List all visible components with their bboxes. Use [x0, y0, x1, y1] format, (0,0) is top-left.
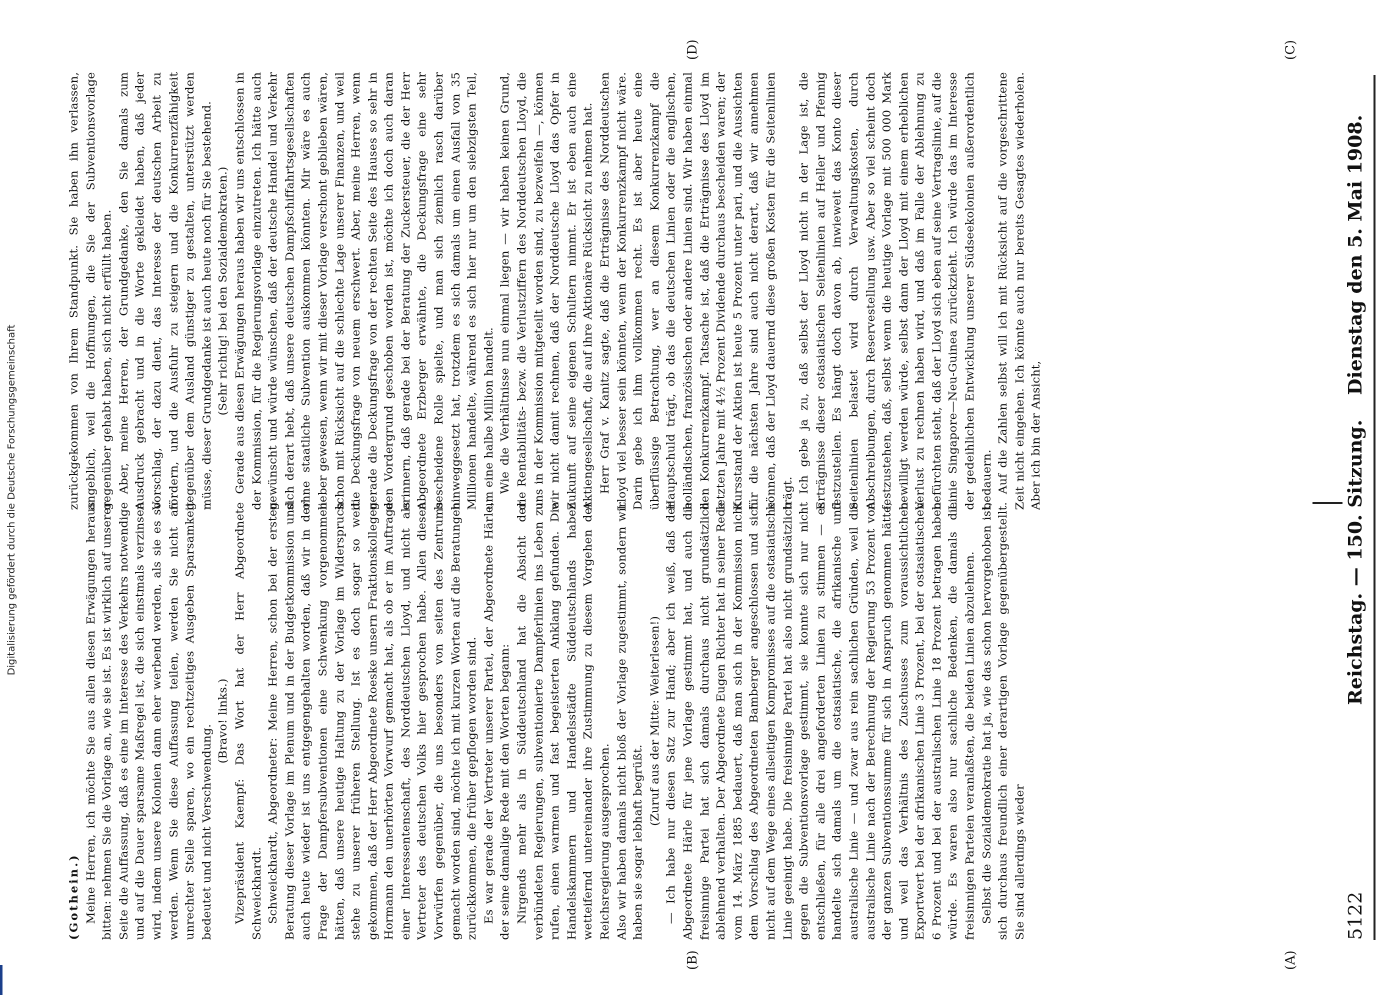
- page-number: 5122: [1344, 891, 1366, 940]
- margin-letter-c: (C): [1283, 39, 1298, 60]
- paragraph: Selbst die Sozialdemokratie hat ja, wie das schon hervorgehoben ist, sich durchaus freundlich einer derartigen Vorlage gegenübergestellt. Sie sind allerdings wieder: [978, 502, 1026, 940]
- interjection: (Zuruf aus der Mitte: Weiterlesen!): [646, 615, 661, 827]
- paragraph: — Ich habe nur diesen Satz zur Hand; aber ich weiß, daß der Abgeordnete Härle für jene Vorlage gestimmt hat, und auch die freisinnige Partei hat sich damals durchaus nicht grundsätzlich ablehnend verhalten. Der Abgeordnete Eugen Richter hat in seiner Rede vom 14. März 1885 bedauert, daß man sich in der Kommission nicht dem Vorschlag des Abgeordneten Bamberger angeschlossen und sich nicht auf dem Wege eines allseitigen Kompromisses auf die ostasiatische Linie geeinigt habe. Die freisinnige Partei hat also nicht grundsätzlich gegen die Subventionsvorlage gestimmt, sie konnte sich nur nicht entschließen, für alle drei angeforderten Linien zu stimmen — es handelte sich damals um die ostasiatische, die afrikanische und australische Linie — und zwar aus rein sachlichen Gründen, weil die australische Linie nach der Berechnung der Regierung 53 Prozent von der ganzen Subventionssumme für sich in Anspruch genommen hätte, und weil das Verhältnis des Zuschusses zum voraussichtlichen Exportwert bei der afrikanischen Linie 3 Prozent, bei der ostasiatischen 6 Prozent und bei der australischen Linie 18 Prozent betragen haben würde. Es waren also nur sachliche Bedenken, die damals die freisinnigen Parteien veranlaßten, die beiden Linien abzulehnen.: [663, 502, 977, 940]
- speaker-label: (Gothein.): [66, 853, 80, 940]
- paragraph: Auf die Zahlen selbst will ich mit Rücksicht auf die vorgeschrittene Zeit nicht eingehen. Ich könnte auch nur bereits Gesagtes wiederholen. Aber ich bin der Ansicht,: [995, 72, 1043, 510]
- paragraph: Vizepräsident Kaempf: Das Wort hat der Herr Abgeordnete Schweickhardt.: [231, 502, 263, 940]
- page-header: [1337, 75, 1375, 940]
- margin-letter-b: (B): [685, 950, 700, 970]
- credit-text: Digitalisierung gefördert durch die Deutsche Forschungsgemeinschaft: [6, 324, 17, 676]
- paragraph: Meine Herren, ich möchte Sie aus allen diesen Erwägungen heraus bitten: nehmen Sie die Vorlage an, wie sie ist. Es ist wirklich auf unserer Seite die Auffassung, daß es eine im Interesse des Verkehrs notwendige und auf die Dauer sparsame Maßregel ist, die sich einstmals verzinsen wird, indem unsere Kolonien dann eher werbend werden, als sie es so werden. Wenn Sie diese Auffassung teilen, werden Sie nicht an unrechter Stelle sparen, wo ein rechtzeitiges Ausgeben Sparsamkeit bedeutet und nicht Verschwendung.: [82, 502, 213, 940]
- quotation: Nirgends mehr als in Süddeutschland hat die Absicht der verbündeten Regierungen, subventionierte Dampferlinien ins Leben zu rufen, einen warmen und fast begeisterten Anklang gefunden. Die Handelskammern und Handelsstädte Süddeutschlands haben wetteifernd untereinander ihre Zustimmung zu diesem Vorgehen der Reichsregierung ausgesprochen.: [514, 502, 611, 940]
- paragraph: Schweickhardt, Abgeordneter: Meine Herren, schon bei der ersten Beratung dieser Vorlage im Plenum und in der Budgetkommission und auch heute wieder ist uns entgegengehalten worden, daß wir in der Frage der Dampfersubventionen eine Schwenkung vorgenommen hätten, daß unsere heutige Haltung zu der Vorlage im Widerspruch stehe zu unserer früheren Stellung. Ist es doch sogar so weit gekommen, daß der Herr Abgeordnete Roeske unsern Fraktionskollegen Hormann den unerhörten Vorwurf gemacht hat, als ob er im Auftrage einer Interessentenschaft, des Norddeutschen Lloyd, und nicht als Vertreter des deutschen Volks hier gesprochen habe. Allen diesen Vorwürfen gegenüber, die uns besonders von seiten des Zentrums gemacht worden sind, möchte ich mit kurzen Worten auf die Beratungen zurückkommen, die früher gepflogen worden sind.: [265, 502, 479, 940]
- digitization-credit: [6, 0, 17, 1000]
- paragraph: Gerade aus diesen Erwägungen heraus haben wir uns entschlossen in der Kommission, für die Regierungsvorlage einzutreten. Ich hätte auch gewünscht und würde wünschen, daß der deutsche Handel und Verkehr sich derart hebt, daß unsere deutschen Dampfschiffahrtsgesellschaften ohne staatliche Subvention auskommen könnten. Mir wäre es auch lieber gewesen, wenn wir mit dieser Vorlage verschont geblieben wären, schon mit Rücksicht auf die schlechte Lage unserer Finanzen, und weil die Deckungsfrage von neuem erschwert. Aber, meine Herren, wenn gerade die Deckungsfrage von der rechten Seite des Hauses so sehr in den Vordergrund geschoben worden ist, möchte ich doch auch daran erinnern, daß gerade bei der Beratung der Zuckersteuer, die der Herr Abgeordnete Erzberger erwähnte, die Deckungsfrage eine sehr bescheidene Rolle spielte, und man sich ziemlich rasch darüber hinweggesetzt hat, trotzdem es sich damals um einen Ausfall von 35 Millionen handelte, während es sich hier nur um den siebzigsten Teil, um eine halbe Million handelt.: [231, 72, 495, 510]
- paragraph: zurückgekommen von Ihrem Standpunkt. Sie haben ihn verlassen, angeblich, weil die Hoffnungen, die Sie der Subventionsvorlage gegenüber gehabt haben, sich nicht erfüllt haben.: [66, 72, 114, 510]
- paragraph: Es war gerade der Vertreter unserer Partei, der Abgeordnete Härle, der seine damalige Rede mit den Worten begann:: [480, 502, 512, 940]
- interjection: (Sehr richtig! bei den Sozialdemokraten.): [215, 166, 230, 416]
- paragraph: Herr Graf v. Kanitz sagte, daß die Erträgnisse des Norddeutschen Lloyd viel besser sein könnten, wenn der Konkurrenzkampf nicht wäre. Darin gebe ich ihm vollkommen recht. Es ist aber heute eine überflüssige Betrachtung, wer an diesem Konkurrenzkampf die Hauptschuld trägt, ob das die deutschen Linien oder die englischen, holländischen, französischen oder andere Linien sind. Wir haben einmal den Konkurrenzkampf. Tatsache ist, daß die Erträgnisse des Lloyd im letzten Jahre mit 4½ Prozent Dividende durchaus bescheiden waren; der Kursstand der Aktien ist heute 5 Prozent unter pari, und die Aussichten für die nächsten Jahre sind auch nicht derart, daß wir annehmen können, daß der Lloyd dauernd diese großen Kosten für die Seitenlinien trägt.: [597, 72, 794, 510]
- header-title: Reichstag. — 150. Sitzung.: [1344, 419, 1366, 705]
- margin-letter-d: (D): [685, 39, 700, 60]
- paragraph: Wie die Verhältnisse nun einmal liegen — wir haben keinen Grund, die Rentabilitäts- bezw. die Verlustziffern des Norddeutschen Lloyd, die uns in der Kommission mitgeteilt worden sind, zu bezweifeln —, können wir nicht damit rechnen, daß der Norddeutsche Lloyd das Opfer in Zukunft auf seine eigenen Schultern nimmt. Er ist eben auch eine Aktiengesellschaft, die auf ihre Aktionäre Rücksicht zu nehmen hat.: [497, 72, 595, 510]
- paragraph: Also wir haben damals nicht bloß der Vorlage zugestimmt, sondern wir haben sie sogar lebhaft begrüßt.: [613, 502, 645, 940]
- right-column: [65, 72, 1330, 510]
- dfg-logo-icon: [0, 965, 2, 995]
- header-date: Dienstag den 5. Mai 1908.: [1344, 114, 1366, 395]
- left-column: [65, 502, 1330, 940]
- margin-letter-a: (A): [1283, 950, 1298, 970]
- paragraph: Ich gebe ja zu, daß selbst der Lloyd nicht in der Lage ist, die Erträgnisse dieser ostasiatischen Seitenlinien auf Heller und Pfennig festzustellen. Es hängt doch davon ab, inwieweit das Konto dieser Seitenlinien belastet wird durch Verwaltungskosten, durch Abschreibungen, durch Reservestellung usw. Aber so viel scheint doch festzustehen, daß, selbst wenn die heutige Vorlage mit 500 000 Mark bewilligt werden würde, selbst dann der Lloyd mit einem erheblichen Verlust zu rechnen haben wird, und daß im Falle der Ablehnung zu befürchten steht, daß der Lloyd sich eben auf seine Vertragslinie, auf die Linie Singapore—Neu-Guinea zurückzieht. Ich würde das im Interesse der gedeihlichen Entwicklung unserer Südseekolonien außerordentlich bedauern.: [796, 72, 993, 510]
- paragraph: Aber, meine Herren, der Grundgedanke, den Sie damals zum Ausdruck gebracht und in die Worte gekleidet haben, daß jeder Vorschlag, der dazu dient, das Interesse der deutschen Arbeit zu fördern, und die Ausfuhr zu steigern und die Konkurrenzfähigkeit gegenüber dem Ausland günstiger zu gestalten, unterstützt werden müsse, dieser Grundgedanke ist auch heute noch für Sie bestehend.: [115, 72, 213, 510]
- interjection: (Bravo! links.): [215, 678, 230, 764]
